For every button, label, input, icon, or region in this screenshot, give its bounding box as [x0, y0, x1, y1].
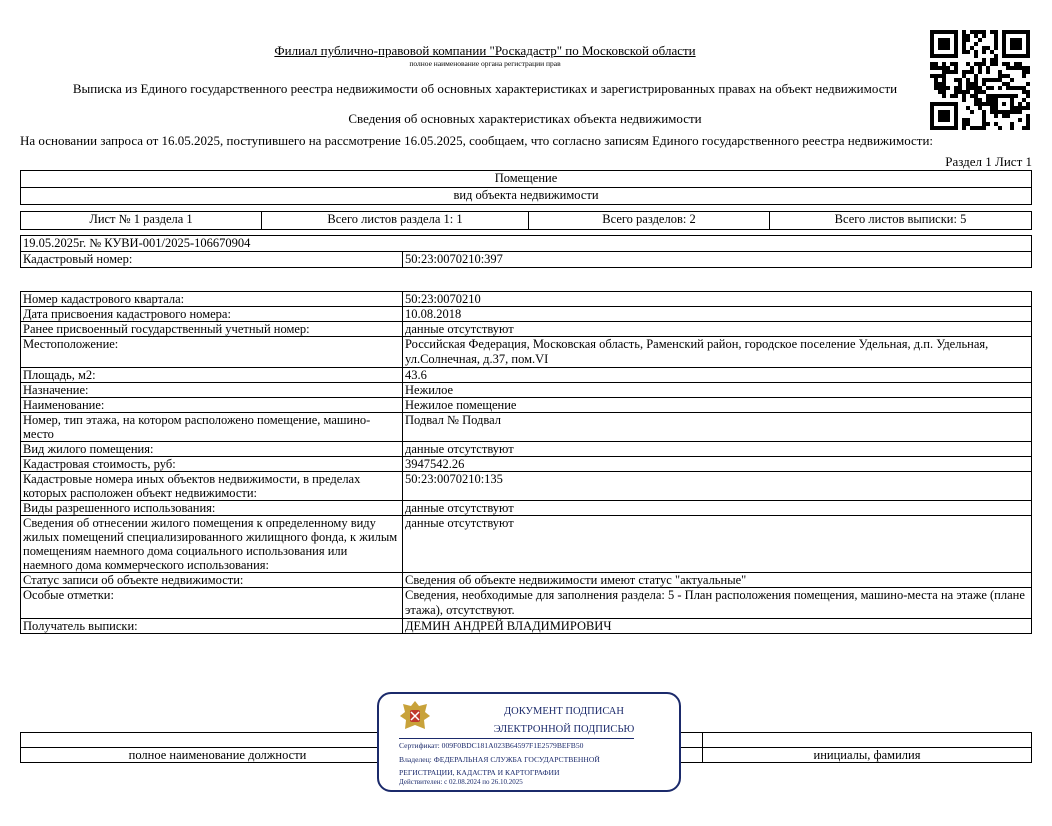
- org-name: Филиал публично-правовой компании "Роскадастр" по Московской области: [274, 43, 696, 58]
- characteristics-table: [20, 291, 1032, 634]
- stamp-valid: Действителен: с 02.08.2024 по 26.10.2025: [399, 778, 523, 786]
- table-row: [21, 413, 1032, 442]
- row-value: Подвал № Подвал: [403, 413, 1032, 442]
- stamp-owner-line1: Владелец: ФЕДЕРАЛЬНАЯ СЛУЖБА ГОСУДАРСТВЕННОЙ: [399, 755, 600, 764]
- sheets-table: [20, 211, 1032, 230]
- stamp-certificate: Сертификат: 009F0BDC181A023B64597F1E2579BEFB50: [399, 741, 584, 750]
- emblem-icon: [397, 698, 433, 734]
- row-label: Площадь, м2:: [21, 368, 403, 383]
- row-label: Ранее присвоенный государственный учетный номер:: [21, 322, 403, 337]
- cadastral-value: 50:23:0070210:397: [403, 252, 1032, 268]
- section-title: Сведения об основных характеристиках объекта недвижимости: [348, 111, 702, 126]
- row-label: Дата присвоения кадастрового номера:: [21, 307, 403, 322]
- initials-cell: [703, 733, 1032, 748]
- sheet-number: Лист № 1 раздела 1: [21, 212, 262, 230]
- row-label: Номер, тип этажа, на котором расположено помещение, машино-место: [21, 413, 403, 442]
- row-value: данные отсутствуют: [403, 442, 1032, 457]
- position-cell: [21, 733, 415, 748]
- row-label: Кадастровая стоимость, руб:: [21, 457, 403, 472]
- row-label: Статус записи об объекте недвижимости:: [21, 573, 403, 588]
- table-row: [21, 322, 1032, 337]
- position-label: полное наименование должности: [21, 748, 415, 763]
- table-row: [21, 337, 1032, 368]
- row-label: Кадастровые номера иных объектов недвижимости, в пределах которых расположен объект недвижимости:: [21, 472, 403, 501]
- row-value: данные отсутствуют: [403, 501, 1032, 516]
- row-label: Назначение:: [21, 383, 403, 398]
- org-note: полное наименование органа регистрации прав: [409, 59, 561, 68]
- table-row: [21, 619, 1032, 634]
- row-value: данные отсутствуют: [403, 516, 1032, 573]
- row-value: Сведения, необходимые для заполнения раздела: 5 - План расположения помещения, машино-места на этаже (плане этажа), отсутствуют.: [403, 588, 1032, 619]
- row-label: Номер кадастрового квартала:: [21, 292, 403, 307]
- table-row: [21, 368, 1032, 383]
- initials-label: инициалы, фамилия: [703, 748, 1032, 763]
- total-sheets-section: Всего листов раздела 1: 1: [262, 212, 529, 230]
- row-value: ДЕМИН АНДРЕЙ ВЛАДИМИРОВИЧ: [403, 619, 1032, 634]
- object-type-value: Помещение: [21, 171, 1032, 188]
- table-row: [21, 516, 1032, 573]
- row-value: 50:23:0070210:135: [403, 472, 1032, 501]
- object-type-table: [20, 170, 1032, 205]
- e-signature-stamp: [377, 692, 681, 792]
- total-sections: Всего разделов: 2: [529, 212, 770, 230]
- row-value: данные отсутствуют: [403, 322, 1032, 337]
- stamp-line1: ДОКУМЕНТ ПОДПИСАН: [504, 706, 624, 717]
- table-row: [21, 588, 1032, 619]
- row-value: Нежилое: [403, 383, 1032, 398]
- row-label: Особые отметки:: [21, 588, 403, 619]
- row-label: Сведения об отнесении жилого помещения к определенному виду жилых помещений специализированного жилищного фонда, к жилым помещениям наемного дома социального использования или наемного дома коммерческого использования:: [21, 516, 403, 573]
- row-value: Сведения об объекте недвижимости имеют статус "актуальные": [403, 573, 1032, 588]
- row-value: Российская Федерация, Московская область, Раменский район, городское поселение Удельная, д.п. Удельная, ул.Солнечная, д.37, пом.VI: [403, 337, 1032, 368]
- stamp-owner-line2: РЕГИСТРАЦИИ, КАДАСТРА И КАРТОГРАФИИ: [399, 768, 560, 777]
- doc-ref: 19.05.2025г. № КУВИ-001/2025-106670904: [21, 236, 1032, 252]
- row-value: 10.08.2018: [403, 307, 1032, 322]
- row-label: Получатель выписки:: [21, 619, 403, 634]
- intro-text: На основании запроса от 16.05.2025, поступившего на рассмотрение 16.05.2025, сообщаем, что согласно записям Единого государственного реестра недвижимости:: [20, 133, 934, 148]
- table-row: [21, 501, 1032, 516]
- row-label: Наименование:: [21, 398, 403, 413]
- cadastral-label: Кадастровый номер:: [21, 252, 403, 268]
- row-value: 50:23:0070210: [403, 292, 1032, 307]
- table-row: [21, 383, 1032, 398]
- row-value: Нежилое помещение: [403, 398, 1032, 413]
- row-label: Виды разрешенного использования:: [21, 501, 403, 516]
- extract-title: Выписка из Единого государственного реестра недвижимости об основных характеристиках и зарегистрированных правах на объект недвижимости: [72, 81, 898, 96]
- qr-code-icon: [930, 30, 1030, 130]
- table-row: [21, 442, 1032, 457]
- table-row: [21, 398, 1032, 413]
- table-row: [21, 307, 1032, 322]
- row-label: Вид жилого помещения:: [21, 442, 403, 457]
- table-row: [21, 573, 1032, 588]
- row-value: 3947542.26: [403, 457, 1032, 472]
- row-label: Местоположение:: [21, 337, 403, 368]
- row-value: 43.6: [403, 368, 1032, 383]
- table-row: [21, 292, 1032, 307]
- table-row: [21, 472, 1032, 501]
- total-sheets-extract: Всего листов выписки: 5: [770, 212, 1032, 230]
- table-row: [21, 457, 1032, 472]
- section-sheet: Раздел 1 Лист 1: [945, 154, 1032, 169]
- stamp-line2: ЭЛЕКТРОННОЙ ПОДПИСЬЮ: [493, 724, 635, 735]
- object-type-label: вид объекта недвижимости: [21, 188, 1032, 205]
- cadastral-table: [20, 235, 1032, 268]
